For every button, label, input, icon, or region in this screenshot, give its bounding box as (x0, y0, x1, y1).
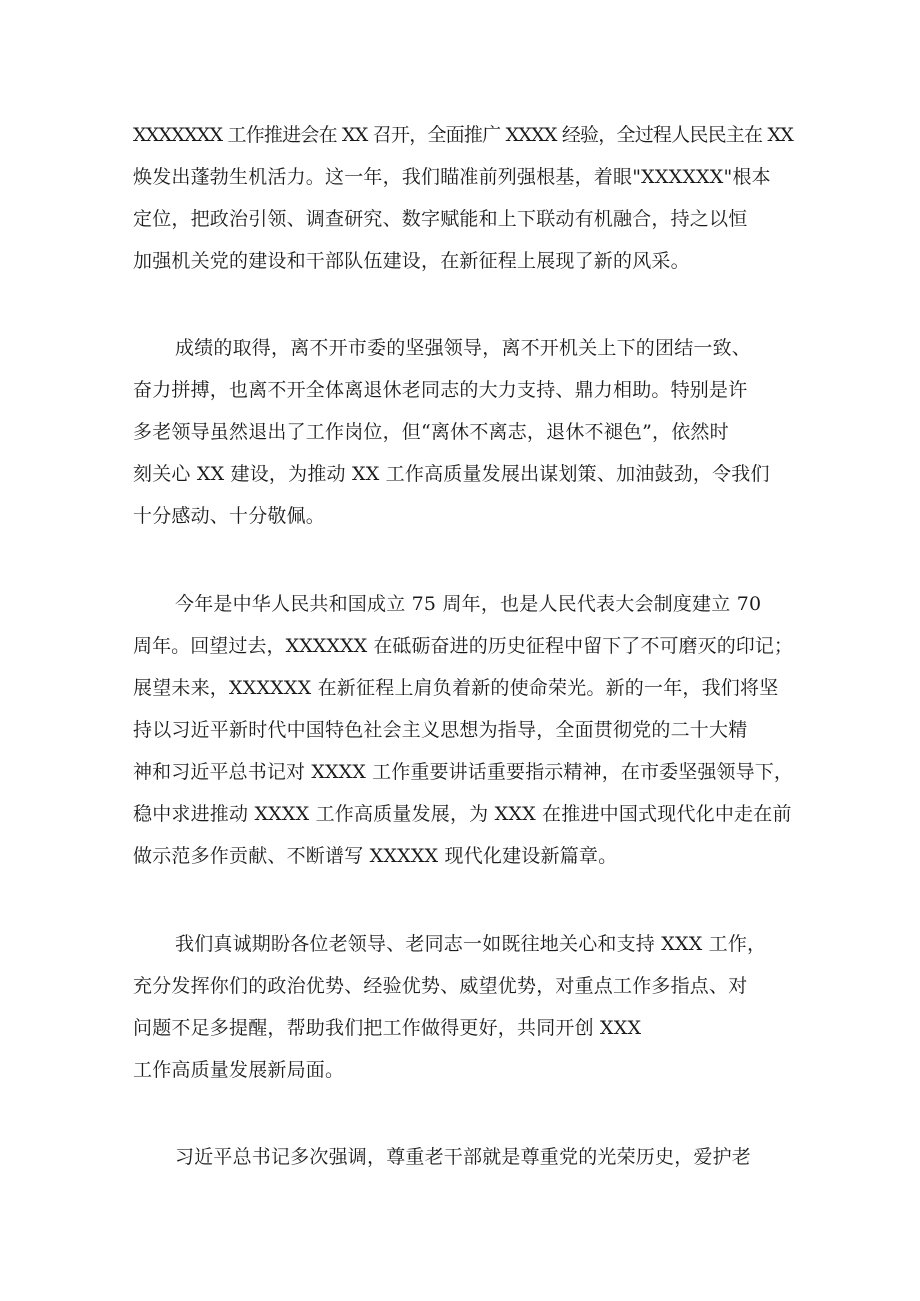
text-line: 做示范多作贡献、不断谱写 XXXXX 现代化建设新篇章。 (133, 845, 618, 867)
text-line: 焕发出蓬勃生机活力。这一年，我们瞄准前列强根基，着眼"XXXXXX"根本 (133, 166, 771, 188)
text-line: 我们真诚期盼各位老领导、老同志一如既往地关心和支持 XXX 工作， (175, 933, 767, 955)
text-line: 十分感动、十分敬佩。 (133, 505, 326, 527)
text-line: 充分发挥你们的政治优势、经验优势、威望优势，对重点工作多指点、对 (133, 975, 748, 997)
paragraph-2 (133, 327, 793, 537)
text-line: 加强机关党的建设和干部队伍建设，在新征程上展现了新的风采。 (133, 250, 690, 272)
text-line: 稳中求进推动 XXXX 工作高质量发展，为 XXX 在推进中国式现代化中走在前 (133, 803, 792, 825)
text-line: 奋力拼搏，也离不开全体离退休老同志的大力支持、鼎力相助。特别是许 (133, 379, 748, 401)
paragraph-1 (133, 114, 793, 282)
text-line: 习近平总书记多次强调，尊重老干部就是尊重党的光荣历史，爱护老 (175, 1146, 752, 1168)
paragraph-3 (133, 583, 793, 877)
text-line: 成绩的取得，离不开市委的坚强领导，离不开机关上下的团结一致、 (175, 337, 752, 359)
paragraph-4 (133, 923, 793, 1091)
text-line: 展望未来，XXXXXX 在新征程上肩负着新的使命荣光。新的一年，我们将坚 (133, 677, 779, 699)
text-line: 今年是中华人民共和国成立 75 周年，也是人民代表大会制度建立 70 (175, 593, 762, 615)
text-line: 定位，把政治引领、调查研究、数字赋能和上下联动有机融合，持之以恒 (133, 208, 748, 230)
text-line: 神和习近平总书记对 XXXX 工作重要讲话重要指示精神，在市委坚强领导下， (133, 761, 793, 783)
text-line: 多老领导虽然退出了工作岗位，但“离休不离志，退休不褪色”，依然时 (133, 421, 729, 443)
text-line: 周年。回望过去，XXXXXX 在砥砺奋进的历史征程中留下了不可磨灭的印记； (133, 635, 793, 657)
text-line: 问题不足多提醒，帮助我们把工作做得更好，共同开创 XXX (133, 1017, 642, 1039)
text-line: XXXXXXX 工作推进会在 XX 召开，全面推广 XXXX 经验，全过程人民民主在 XX (133, 124, 793, 146)
paragraph-5 (133, 1136, 793, 1178)
text-line: 持以习近平新时代中国特色社会主义思想为指导，全面贯彻党的二十大精 (133, 719, 748, 741)
text-line: 工作高质量发展新局面。 (133, 1059, 345, 1081)
text-line: 刻关心 XX 建设，为推动 XX 工作高质量发展出谋划策、加油鼓劲，令我们 (133, 463, 770, 485)
